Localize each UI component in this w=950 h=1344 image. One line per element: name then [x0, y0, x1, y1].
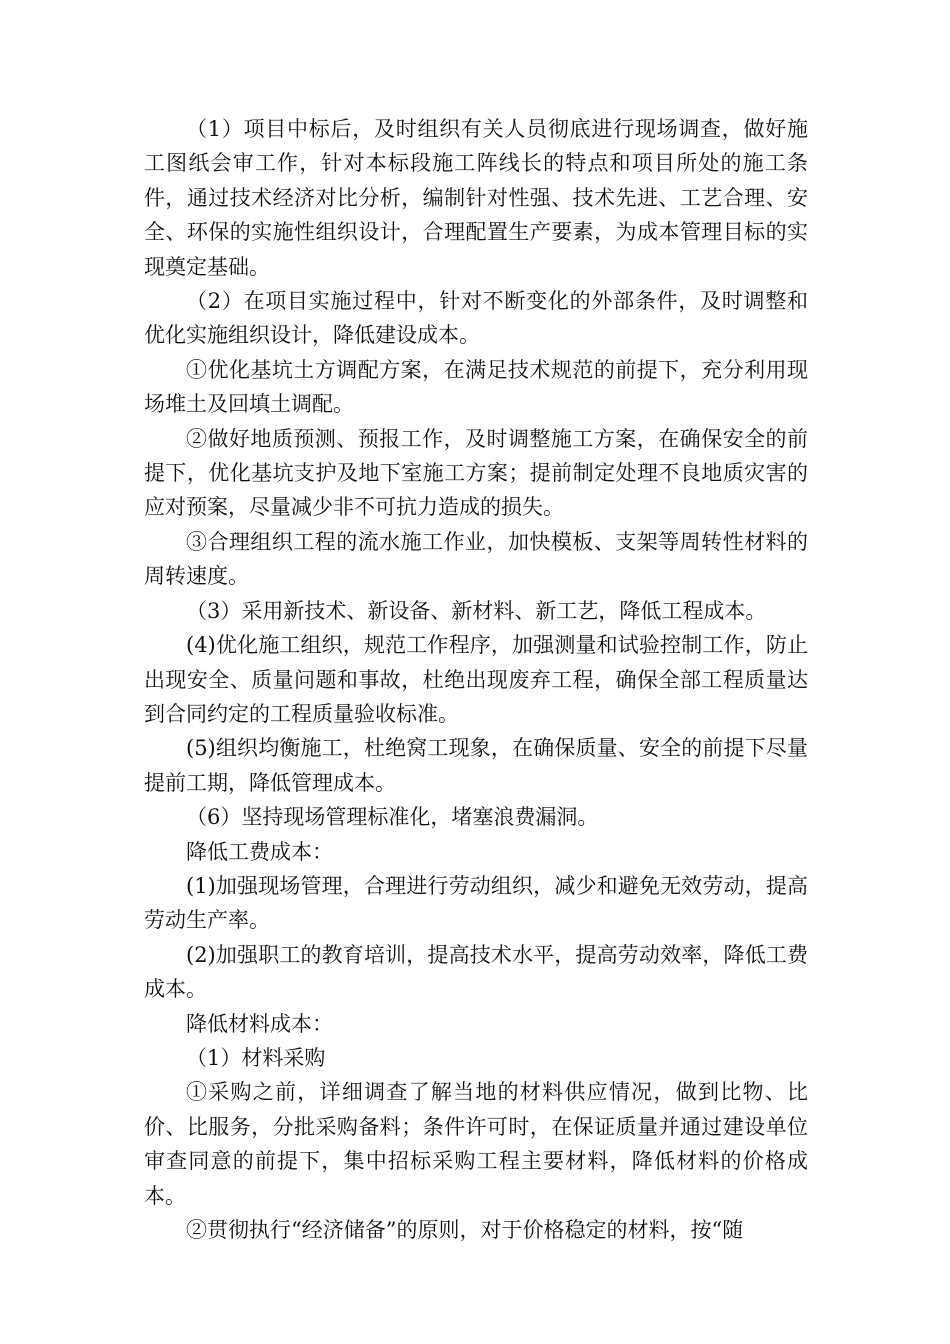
subsection-heading-procurement: （1）材料采购 [186, 1045, 326, 1070]
document-body [144, 112, 808, 1247]
paragraph-15: ①采购之前，详细调查了解当地的材料供应情况，做到比物、比价、比服务，分批采购备料；条件许可时，在保证质量并通过建设单位审查同意的前提下，集中招标采购工程主要材料，降低材料的价格成本。 [144, 1080, 808, 1208]
paragraph-5: ③合理组织工程的流水施工作业，加快模板、支架等周转性材料的周转速度。 [144, 529, 808, 589]
paragraph-12: (2)加强职工的教育培训，提高技术水平，提高劳动效率，降低工费成本。 [144, 942, 808, 1002]
section-heading-material-cost: 降低材料成本： [186, 1011, 333, 1036]
paragraph-8: (5)组织均衡施工，杜绝窝工现象，在确保质量、安全的前提下尽量提前工期，降低管理成本。 [144, 736, 808, 795]
paragraph-4: ②做好地质预测、预报工作，及时调整施工方案，在确保安全的前提下，优化基坑支护及地下室施工方案；提前制定处理不良地质灾害的应对预案，尽量减少非不可抗力造成的损失。 [144, 426, 808, 520]
section-heading-labor-cost: 降低工费成本： [186, 839, 333, 864]
paragraph-9: （6）坚持现场管理标准化，堵塞浪费漏洞。 [186, 805, 599, 830]
paragraph-11: (1)加强现场管理，合理进行劳动组织，减少和避免无效劳动，提高劳动生产率。 [144, 873, 808, 933]
paragraph-6: （3）采用新技术、新设备、新材料、新工艺，降低工程成本。 [186, 598, 767, 623]
paragraph-16: ②贯彻执行“经济储备”的原则，对于价格稳定的材料，按“随 [186, 1218, 744, 1242]
paragraph-3: ①优化基坑土方调配方案，在满足技术规范的前提下，充分利用现场堆土及回填土调配。 [144, 357, 808, 417]
paragraph-1: （1）项目中标后，及时组织有关人员彻底进行现场调查，做好施工图纸会审工作，针对本标段施工阵线长的特点和项目所处的施工条件，通过技术经济对比分析，编制针对性强、技术先进、工艺合理、安全、环保的实施性组织设计，合理配置生产要素，为成本管理目标的实现奠定基础。 [144, 117, 808, 279]
paragraph-7: (4)优化施工组织，规范工作程序，加强测量和试验控制工作，防止出现安全、质量问题和事故，杜绝出现废弃工程，确保全部工程质量达到合同约定的工程质量验收标准。 [144, 633, 808, 726]
paragraph-2: （2）在项目实施过程中，针对不断变化的外部条件，及时调整和优化实施组织设计，降低建设成本。 [144, 289, 808, 348]
